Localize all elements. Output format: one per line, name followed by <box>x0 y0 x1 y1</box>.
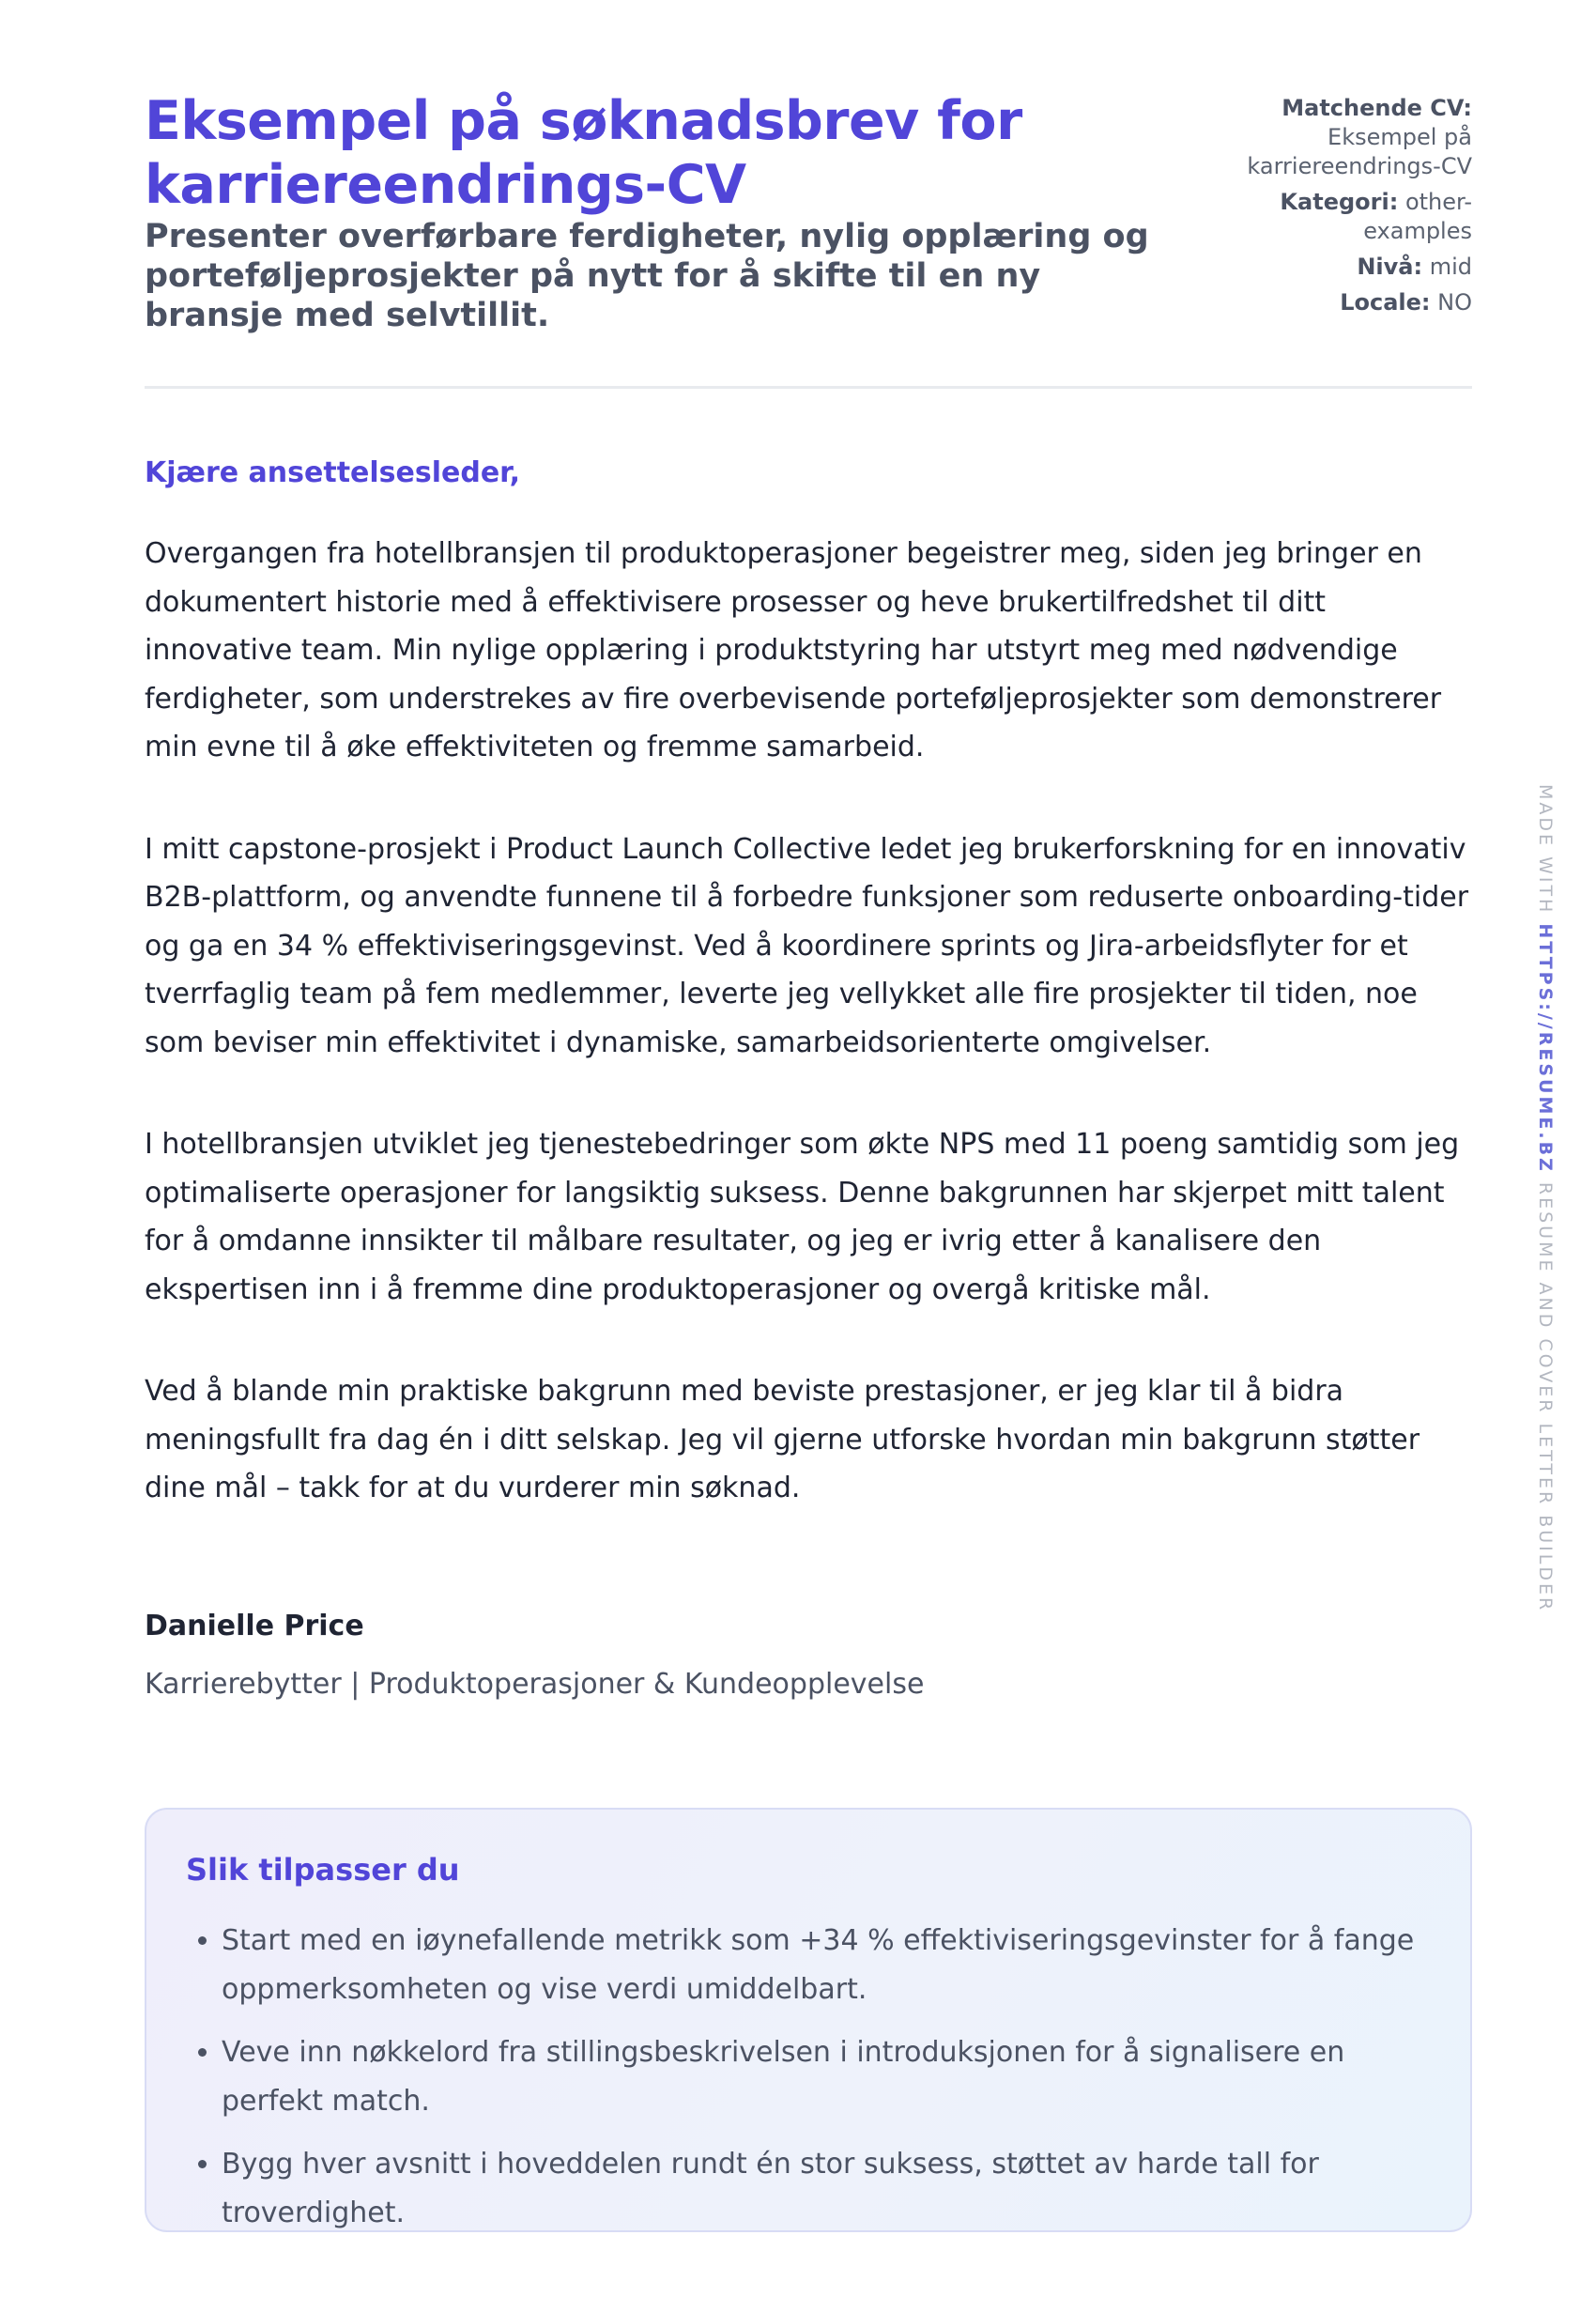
meta-category-label: Kategori: <box>1280 189 1399 215</box>
page-header <box>145 89 1472 386</box>
tip-item: • Start med en iøynefallende metrikk som +34 % effektiviseringsgevinster for å fange oppmerksomheten og vise verdi umiddelbart. <box>222 1917 1431 2014</box>
watermark-suffix: RESUME AND COVER LETTER BUILDER <box>1535 1181 1556 1613</box>
meta-matching-cv <box>1209 94 1472 181</box>
letter-paragraph: I mitt capstone-prosjekt i Product Launch Collective ledet jeg brukerforskning for en innovativ B2B-plattform, og anvendte funnene til å forbedre funksjoner som reduserte onboarding-tider og ga en 34 % effektiviseringsgevinst. Ved å koordinere sprints og Jira-arbeidsflyter for et tverrfaglig team på fem medlemmer, leverte jeg vellykket alle fire prosjekter til tiden, noe som beviser min effektivitet i dynamiske, samarbeidsorienterte omgivelser. <box>145 832 1469 1059</box>
meta-locale <box>1209 288 1472 317</box>
header-divider <box>145 386 1472 389</box>
signature-name: Danielle Price <box>145 1609 364 1642</box>
meta-category <box>1209 188 1472 246</box>
document-page <box>145 89 1472 1703</box>
made-with-watermark <box>1535 784 1556 1612</box>
tip-item: • Veve inn nøkkelord fra stillingsbeskrivelsen i introduksjonen for å signalisere en perfekt match. <box>222 2028 1431 2126</box>
tips-box <box>145 1808 1472 2232</box>
page-title: Eksempel på søknadsbrev for karriereendrings-CV <box>145 90 1022 216</box>
meta-locale-label: Locale: <box>1340 289 1431 316</box>
tips-title: Slik tilpasser du <box>186 1852 460 1888</box>
meta-cv-label: Matchende CV: <box>1281 95 1472 121</box>
metadata-panel <box>1209 94 1472 324</box>
letter-paragraph: I hotellbransjen utviklet jeg tjenestebedringer som økte NPS med 11 poeng samtidig som jeg optimaliserte operasjoner for langsiktig suksess. Denne bakgrunnen har skjerpet mitt talent for å omdanne innsikter til målbare resultater, og jeg er ivrig etter å kanalisere den ekspertisen inn i å fremme dine produktoperasjoner og overgå kritiske mål. <box>145 1128 1460 1306</box>
meta-locale-value: NO <box>1437 289 1472 316</box>
watermark-link[interactable]: HTTPS://RESUME.BZ <box>1535 923 1556 1174</box>
meta-cv-value: Eksempel på karriereendrings-CV <box>1247 124 1472 179</box>
tips-list <box>186 1917 1431 2238</box>
letter-paragraph: Ved å blande min praktiske bakgrunn med beviste prestasjoner, er jeg klar til å bidra meningsfullt fra dag én i ditt selskap. Jeg vil gjerne utforske hvordan min bakgrunn støtter dine mål – takk for at du vurderer min søknad. <box>145 1375 1420 1504</box>
tip-item: • Bygg hver avsnitt i hoveddelen rundt én stor suksess, støttet av harde tall for troverdighet. <box>222 2140 1431 2238</box>
letter-greeting: Kjære ansettelsesleder, <box>145 456 520 489</box>
meta-level <box>1209 253 1472 282</box>
cover-letter-body <box>145 455 1472 1703</box>
meta-level-value: mid <box>1429 254 1472 280</box>
page-subtitle: Presenter overførbare ferdigheter, nylig opplæring og porteføljeprosjekter på nytt for å skifte til en ny bransje med selvtillit. <box>145 218 1149 334</box>
watermark-prefix: MADE WITH <box>1535 784 1556 916</box>
meta-category-value: other-examples <box>1363 189 1472 244</box>
signature-title: Karrierebytter | Produktoperasjoner & Kundeopplevelse <box>145 1667 925 1701</box>
letter-paragraph: Overgangen fra hotellbransjen til produktoperasjoner begeistrer meg, siden jeg bringer en dokumentert historie med å effektivisere prosesser og heve brukertilfredshet til ditt innovative team. Min nylige opplæring i produktstyring har utstyrt meg med nødvendige ferdigheter, som understrekes av fire overbevisende porteføljeprosjekter som demonstrerer min evne til å øke effektiviteten og fremme samarbeid. <box>145 537 1442 763</box>
meta-level-label: Nivå: <box>1357 254 1423 280</box>
